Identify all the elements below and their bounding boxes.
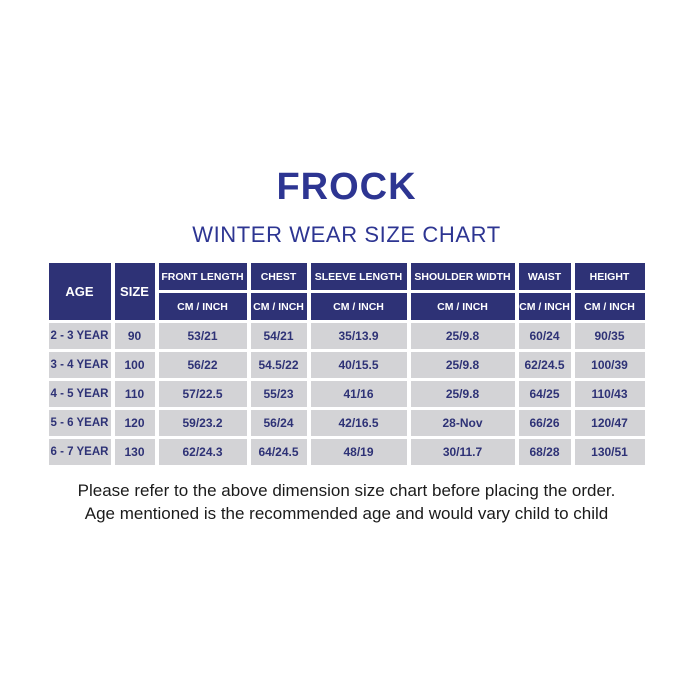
page-title: FROCK xyxy=(276,166,417,208)
size-cell: 100 xyxy=(115,352,155,378)
unit-header-chest: CM / INCH xyxy=(251,293,307,320)
value-cell: 55/23 xyxy=(251,381,307,407)
value-cell: 40/15.5 xyxy=(311,352,407,378)
disclaimer-line-2: Age mentioned is the recommended age and would vary child to child xyxy=(84,504,609,524)
value-cell: 30/11.7 xyxy=(411,439,515,465)
value-cell: 110/43 xyxy=(575,381,645,407)
col-header-chest: CHEST xyxy=(251,263,307,290)
value-cell: 42/16.5 xyxy=(311,410,407,436)
value-cell: 25/9.8 xyxy=(411,352,515,378)
value-cell: 41/16 xyxy=(311,381,407,407)
value-cell: 25/9.8 xyxy=(411,381,515,407)
unit-header-front-length: CM / INCH xyxy=(159,293,247,320)
page-subtitle: WINTER WEAR SIZE CHART xyxy=(192,222,501,247)
age-cell: 2 - 3 YEAR xyxy=(49,323,111,349)
disclaimer-line-1: Please refer to the above dimension size chart before placing the order. xyxy=(77,481,616,500)
disclaimer xyxy=(0,479,693,526)
col-header-age: AGE xyxy=(49,263,111,320)
value-cell: 48/19 xyxy=(311,439,407,465)
unit-header-waist: CM / INCH xyxy=(519,293,571,320)
col-header-sleeve-length: SLEEVE LENGTH xyxy=(311,263,407,290)
age-cell: 4 - 5 YEAR xyxy=(49,381,111,407)
value-cell: 25/9.8 xyxy=(411,323,515,349)
col-header-size: SIZE xyxy=(115,263,155,320)
value-cell: 54.5/22 xyxy=(251,352,307,378)
value-cell: 62/24.5 xyxy=(519,352,571,378)
unit-header-shoulder-width: CM / INCH xyxy=(411,293,515,320)
value-cell: 53/21 xyxy=(159,323,247,349)
value-cell: 120/47 xyxy=(575,410,645,436)
col-header-height: HEIGHT xyxy=(575,263,645,290)
value-cell: 64/25 xyxy=(519,381,571,407)
col-header-front-length: FRONT LENGTH xyxy=(159,263,247,290)
value-cell: 54/21 xyxy=(251,323,307,349)
col-header-shoulder-width: SHOULDER WIDTH xyxy=(411,263,515,290)
value-cell: 64/24.5 xyxy=(251,439,307,465)
value-cell: 130/51 xyxy=(575,439,645,465)
size-cell: 110 xyxy=(115,381,155,407)
size-cell: 130 xyxy=(115,439,155,465)
size-chart-table xyxy=(49,263,645,465)
value-cell: 100/39 xyxy=(575,352,645,378)
age-cell: 5 - 6 YEAR xyxy=(49,410,111,436)
value-cell: 28-Nov xyxy=(411,410,515,436)
value-cell: 35/13.9 xyxy=(311,323,407,349)
value-cell: 90/35 xyxy=(575,323,645,349)
unit-header-sleeve-length: CM / INCH xyxy=(311,293,407,320)
col-header-waist: WAIST xyxy=(519,263,571,290)
size-cell: 90 xyxy=(115,323,155,349)
age-cell: 3 - 4 YEAR xyxy=(49,352,111,378)
value-cell: 60/24 xyxy=(519,323,571,349)
size-cell: 120 xyxy=(115,410,155,436)
value-cell: 56/22 xyxy=(159,352,247,378)
value-cell: 59/23.2 xyxy=(159,410,247,436)
age-cell: 6 - 7 YEAR xyxy=(49,439,111,465)
value-cell: 57/22.5 xyxy=(159,381,247,407)
unit-header-height: CM / INCH xyxy=(575,293,645,320)
value-cell: 56/24 xyxy=(251,410,307,436)
value-cell: 62/24.3 xyxy=(159,439,247,465)
value-cell: 68/28 xyxy=(519,439,571,465)
value-cell: 66/26 xyxy=(519,410,571,436)
